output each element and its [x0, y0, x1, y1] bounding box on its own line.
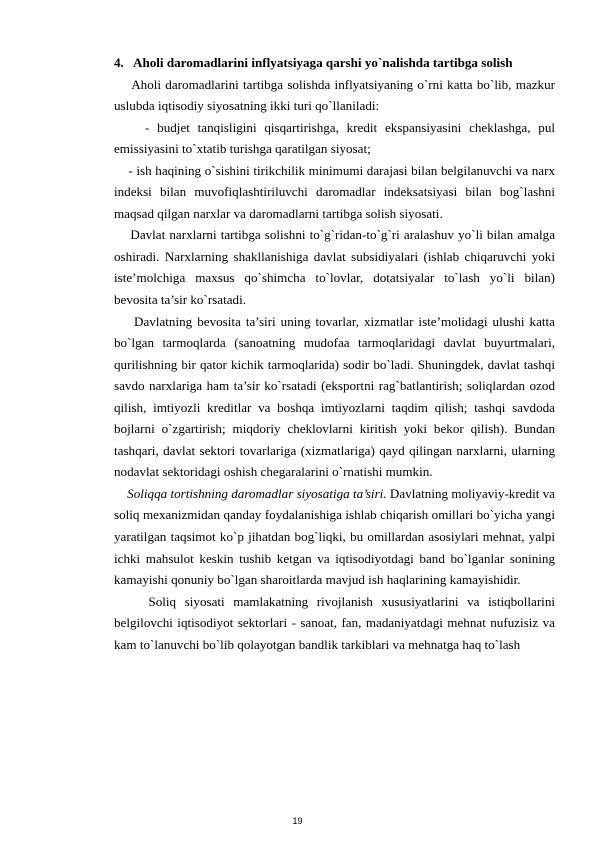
section-heading — [114, 52, 555, 74]
paragraph-3 — [114, 160, 555, 225]
paragraph-5 — [114, 311, 555, 483]
paragraph-7-text: Soliq siyosati mamlakatning rivojlanish xususiyatlarini va istiqbollarini belgilovchi iqtisodiyot sektorlari - sanoat, fan, madaniyatdagi mehnat nufuzisiz va kam to`lanuvchi bo`lib qolayotgan bandlik tarkiblari va mehnatga haq to`lash — [114, 593, 556, 652]
paragraph-6-text: Davlatning moliyaviy-kredit va soliq mexanizmidan qanday foydalanishiga ishlab chiqarish omillari bo`yicha yangi yaratilgan taqsimot ko`p jihatdan bog`liqki, bu omillardan asosiylari mehnat, yalpi ichki mahsulot keskin tushib ketgan va iqtisodiyotdagi band bo`lganlar sonining kamayishi qonuniy bo`lgan sharoitlarda mavjud ish haqlarining kamayishidir. — [114, 485, 555, 588]
paragraph-4 — [114, 224, 555, 310]
document-body — [114, 52, 555, 655]
paragraph-4-text: Davlat narxlarni tartibga solishni to`g`ridan-to`g`ri aralashuv yo`li bilan amalga oshiradi. Narxlarning shakllanishiga davlat subsidiyalari (ishlab chiqaruvchi yoki iste’molchiga maxsus qo`shimcha to`lovlar, dotatsiyalar to`lash yo`li bilan) bevosita ta’sir ko`rsatadi. — [114, 227, 556, 308]
paragraph-7 — [114, 591, 555, 656]
section-title: Aholi daromadlarini inflyatsiyaga qarshi yo`nalishda tartibga solish — [133, 55, 513, 70]
section-number: 4. — [114, 55, 124, 70]
paragraph-2-text: - budjet tanqisligini qisqartirishga, kredit ekspansiyasini cheklashga, pul emissiyasini to`xtatib turishga qaratilgan siyosat; — [114, 119, 556, 157]
paragraph-5-text: Davlatning bevosita ta’siri uning tovarlar, xizmatlar iste’molidagi ulushi katta bo`lgan tarmoqlarda (sanoatning mudofaa tarmoqlaridagi davlat buyurtmalari, qurilishning bir qator kichik tarmoqlarida) sodir bo`ladi. Shuningdek, davlat tashqi savdo narxlariga ham ta’sir ko`rsatadi (eksportni rag`batlantirish; soliqlardan ozod qilish, imtiyozli kreditlar va boshqa imtiyozlarni taqdim qilish; tashqi savdoda bojlarni o`zgartirish; miqdoriy cheklovlarni kiritish yoki bekor qilish). Bundan tashqari, davlat sektori tovarlariga (xizmatlariga) qayd qilingan narxlarni, ularning nodavlat sektoridagi oshish chegaralarini o`rnatishi mumkin. — [114, 313, 555, 480]
paragraph-6-italic-lead: Soliqqa tortishning daromadlar siyosatiga ta’siri. — [127, 485, 387, 501]
paragraph-1 — [114, 74, 555, 117]
page-number: 19 — [292, 816, 303, 826]
paragraph-2 — [114, 117, 555, 160]
paragraph-6 — [114, 483, 555, 591]
paragraph-3-text: - ish haqining o`sishini tirikchilik minimumi darajasi bilan belgilanuvchi va narx indeksi bilan muvofiqlashtiriluvchi daromadlar indeksatsiyasi bilan bog`lashni maqsad qilgan narxlar va daromadlarni tartibga solish siyosati. — [114, 162, 556, 221]
paragraph-1-text: Aholi daromadlarini tartibga solishda inflyatsiyaning o`rni katta bo`lib, mazkur uslubda iqtisodiy siyosatning ikki turi qo`llaniladi: — [114, 76, 555, 114]
